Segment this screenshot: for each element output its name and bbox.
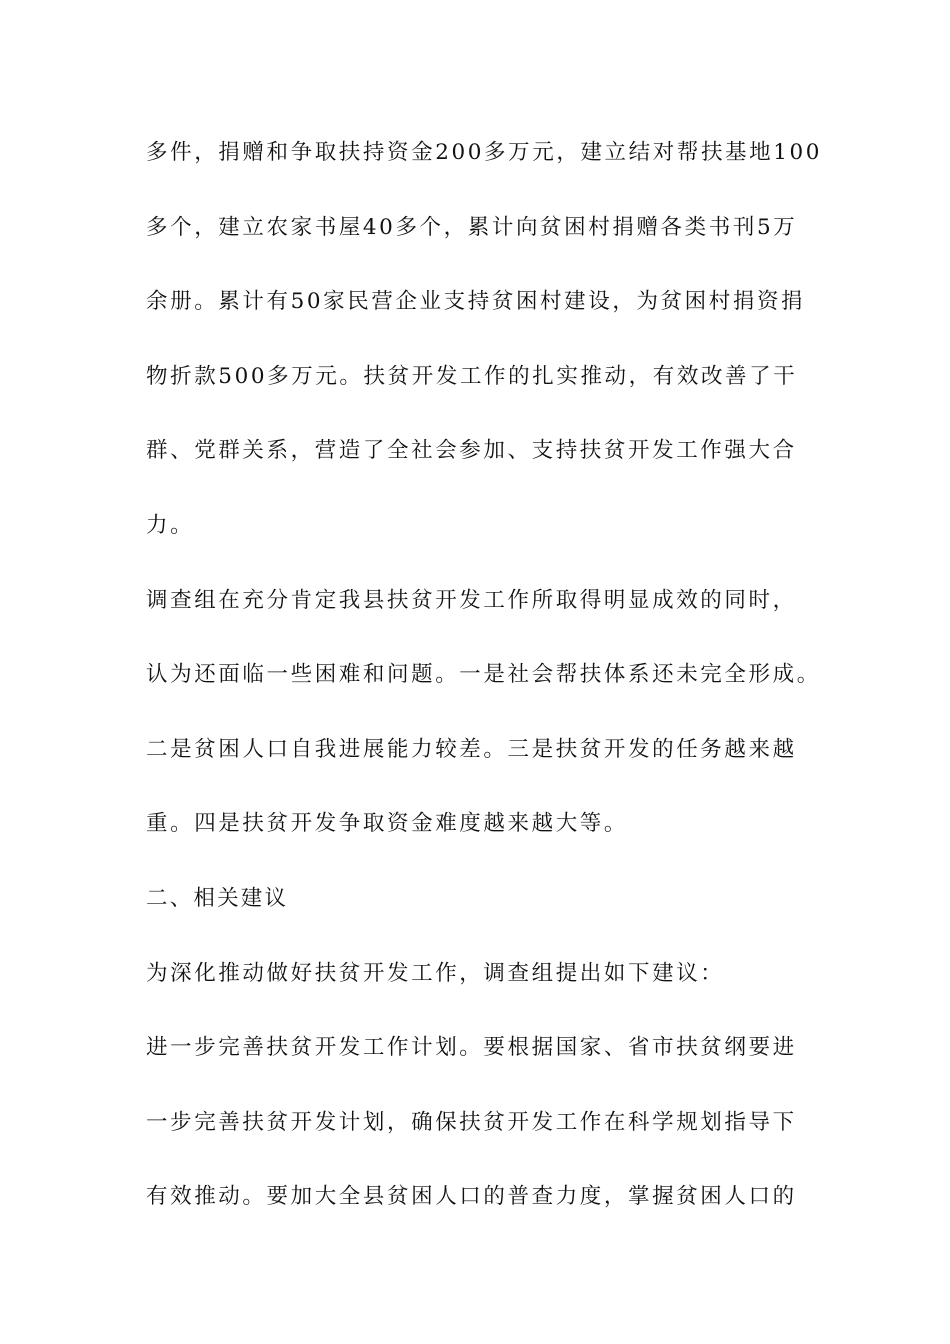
text-line-7: 调查组在充分肯定我县扶贫开发工作所取得明显成效的同时， (146, 587, 797, 613)
text-line-5: 群、党群关系，营造了全社会参加、支持扶贫开发工作强大合 (146, 438, 797, 464)
text-line-1: 多件，捐赠和争取扶持资金200多万元，建立结对帮扶基地100 (146, 140, 823, 165)
text-line-3: 余册。累计有50家民营企业支持贫困村建设，为贫困村捐资捐 (146, 289, 806, 315)
text-line-2: 多个，建立农家书屋40多个，累计向贫困村捐赠各类书刊5万 (146, 214, 798, 240)
document-body (146, 132, 836, 1251)
text-line-14: 一步完善扶贫开发计划，确保扶贫开发工作在科学规划指导下 (146, 1109, 797, 1135)
text-line-10: 重。四是扶贫开发争取资金难度越来越大等。 (146, 811, 629, 837)
text-line-9: 二是贫困人口自我进展能力较差。三是扶贫开发的任务越来越 (146, 736, 797, 762)
text-line-6: 力。 (146, 512, 195, 538)
text-line-12: 为深化推动做好扶贫开发工作，调查组提出如下建议： (146, 960, 725, 986)
text-line-4: 物折款500多万元。扶贫开发工作的扎实推动，有效改善了干 (146, 363, 798, 389)
text-line-13: 进一步完善扶贫开发工作计划。要根据国家、省市扶贫纲要进 (146, 1035, 797, 1061)
text-line-8: 认为还面临一些困难和问题。一是社会帮扶体系还未完全形成。 (146, 662, 821, 688)
section-heading: 二、相关建议 (146, 885, 289, 911)
text-line-15: 有效推动。要加大全县贫困人口的普查力度，掌握贫困人口的 (146, 1184, 797, 1210)
